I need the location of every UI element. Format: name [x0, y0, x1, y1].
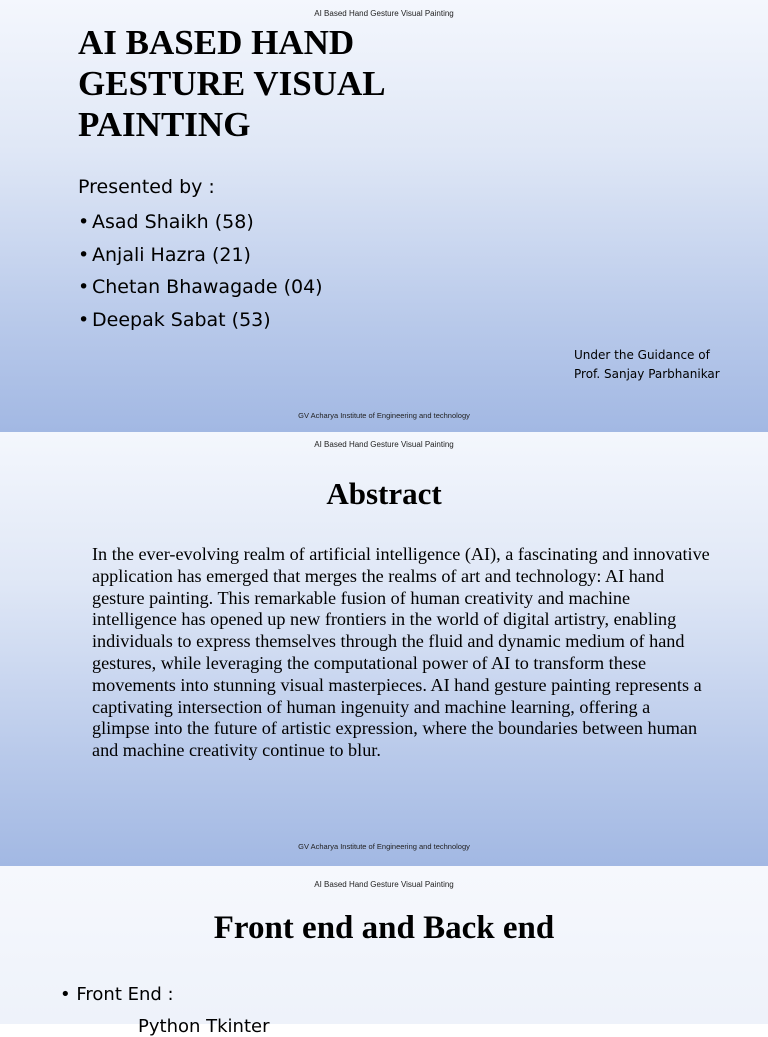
member-item [78, 273, 323, 306]
title-line: AI BASED HAND [78, 23, 355, 62]
guidance-note [574, 346, 720, 384]
member-item [78, 241, 323, 274]
slide-abstract [0, 432, 768, 866]
bullet-icon: • [78, 276, 90, 298]
guidance-line: Prof. Sanjay Parbhanikar [574, 367, 720, 381]
title-line: GESTURE VISUAL [78, 64, 386, 103]
title-line: PAINTING [78, 105, 251, 144]
member-item [78, 208, 323, 241]
member-name: Anjali Hazra (21) [92, 243, 251, 266]
slide-footer: GV Acharya Institute of Engineering and technology [298, 842, 470, 851]
guidance-line: Under the Guidance of [574, 348, 710, 362]
item-label: Front End : [76, 984, 174, 1005]
bullet-icon: • [78, 243, 90, 266]
abstract-text: In the ever-evolving realm of artificial intelligence (AI), a fascinating and innovative application has emerged that merges the realms of art and technology: AI hand gesture painting. This remarkable fusion of human creativity and machine intelligence has opened up new frontiers in the world of digital artistry, enabling individuals to express themselves through the fluid and dynamic medium of hand gestures, while leveraging the computational power of AI to transform these movements into stunning visual masterpieces. AI hand gesture painting represents a captivating intersection of human ingenuity and machine learning, offering a glimpse into the future of artistic expression, where the boundaries between human and machine creativity continue to blur. [92, 544, 710, 761]
front-end-sub-item: Python Tkinter [138, 1016, 270, 1037]
presented-by-label: Presented by : [78, 176, 215, 198]
slide-header: AI Based Hand Gesture Visual Painting [314, 9, 454, 18]
bullet-icon: • [78, 308, 90, 331]
member-name: Asad Shaikh (58) [92, 211, 254, 233]
member-item [78, 306, 323, 339]
member-list [78, 208, 323, 338]
slide-title: Abstract [326, 476, 442, 511]
slide-front-back-end [0, 866, 768, 1037]
front-end-item [60, 984, 174, 1005]
slide-footer: GV Acharya Institute of Engineering and technology [298, 411, 470, 420]
slide-title [0, 0, 768, 432]
member-name: Chetan Bhawagade (04) [92, 276, 323, 298]
bullet-icon: • [60, 984, 71, 1005]
slide-header: AI Based Hand Gesture Visual Painting [314, 880, 454, 889]
slide-header: AI Based Hand Gesture Visual Painting [314, 440, 454, 449]
presentation-title [78, 22, 678, 145]
member-name: Deepak Sabat (53) [92, 308, 271, 331]
slide-title: Front end and Back end [213, 910, 555, 946]
bullet-icon: • [78, 211, 90, 233]
